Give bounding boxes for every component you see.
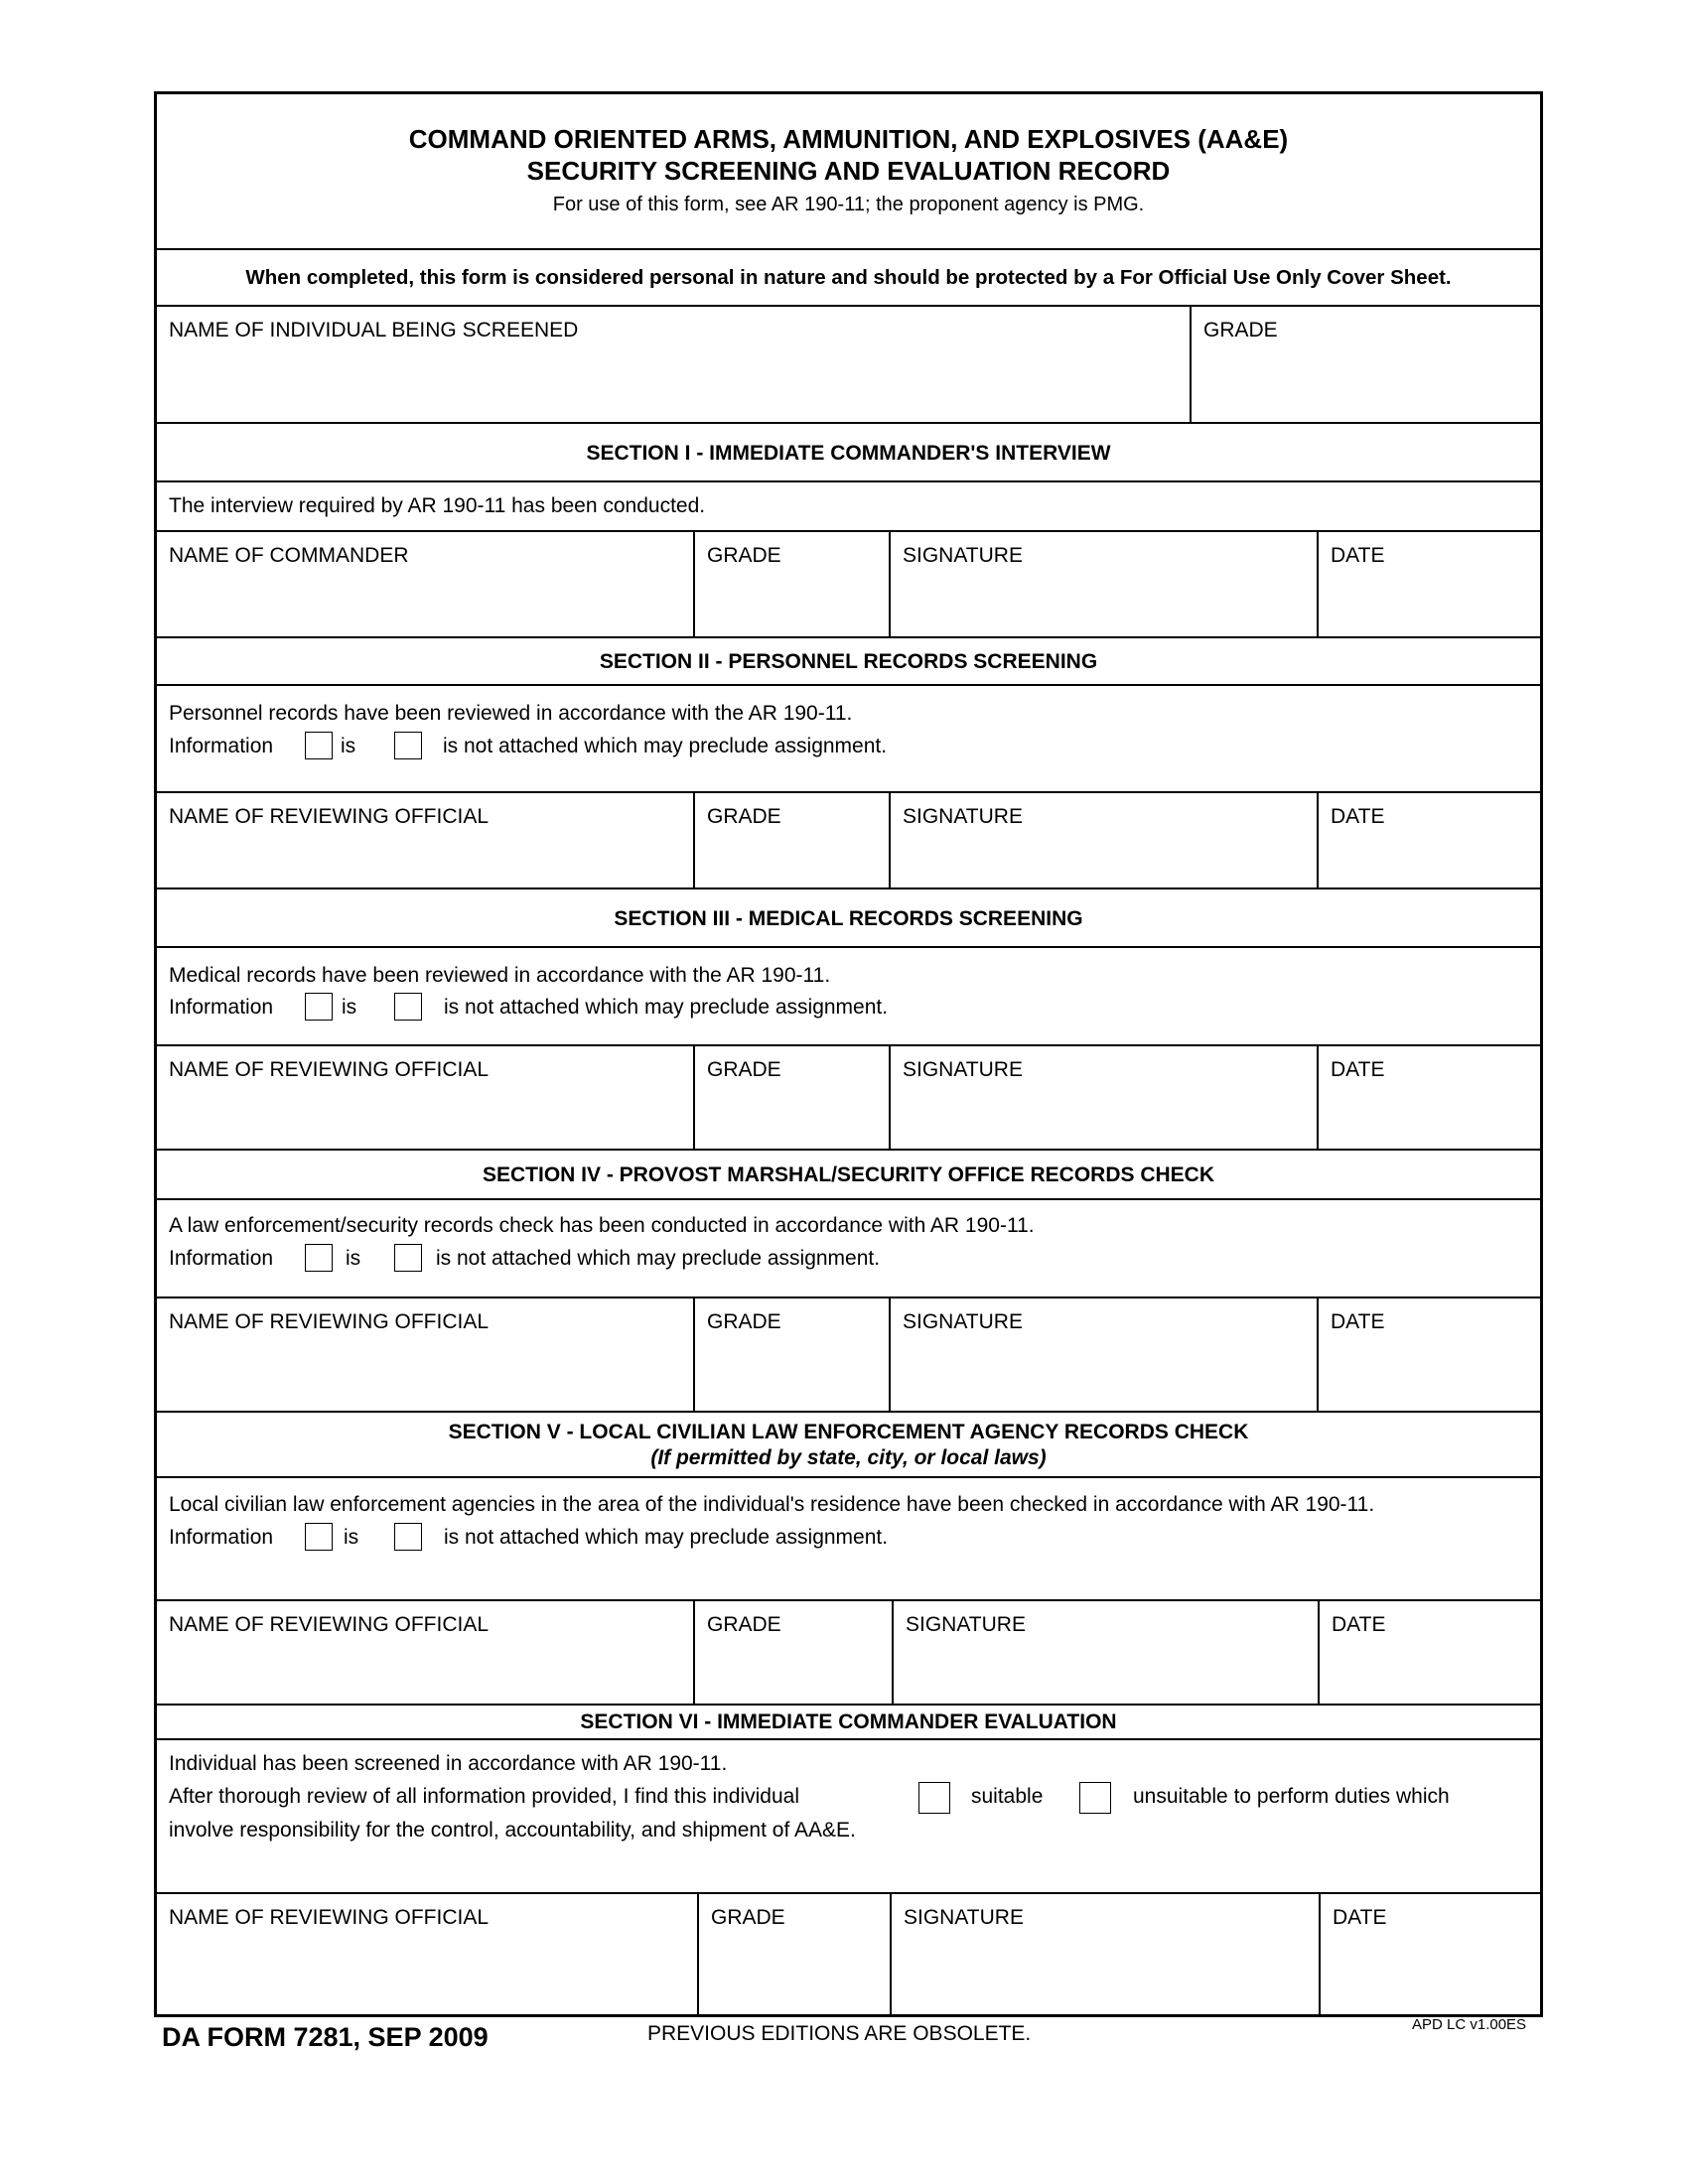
section5-official-name-field[interactable] bbox=[157, 1601, 693, 1704]
section2-is-not-checkbox[interactable] bbox=[394, 732, 422, 759]
section6-line3: involve responsibility for the control, accountability, and shipment of AA&E. bbox=[169, 1819, 856, 1842]
grade-label: GRADE bbox=[707, 544, 781, 567]
section6-line1: Individual has been screened in accordance with AR 190-11. bbox=[169, 1752, 728, 1775]
commander-grade-field[interactable] bbox=[693, 532, 891, 636]
section2-title: SECTION II - PERSONNEL RECORDS SCREENING bbox=[599, 650, 1098, 673]
section4-date-field[interactable] bbox=[1317, 1298, 1540, 1411]
section5-is-not-checkbox[interactable] bbox=[394, 1523, 422, 1551]
section2-official-name-field[interactable] bbox=[157, 793, 693, 887]
section4-is-checkbox[interactable] bbox=[305, 1244, 333, 1272]
grade-label: GRADE bbox=[711, 1906, 785, 1929]
section3-signature-field[interactable] bbox=[889, 1046, 1319, 1149]
grade-label: GRADE bbox=[707, 1058, 781, 1081]
section3-date-field[interactable] bbox=[1317, 1046, 1540, 1149]
section2-grade-field[interactable] bbox=[693, 793, 891, 887]
section2-date-field[interactable] bbox=[1317, 793, 1540, 887]
date-label: DATE bbox=[1331, 544, 1385, 567]
date-label: DATE bbox=[1332, 1613, 1386, 1636]
section2-is-checkbox[interactable] bbox=[305, 732, 333, 759]
version-note: APD LC v1.00ES bbox=[1412, 2016, 1527, 2033]
section4-is-not-checkbox[interactable] bbox=[394, 1244, 422, 1272]
section3-is-not-checkbox[interactable] bbox=[394, 993, 422, 1021]
privacy-note-row bbox=[157, 250, 1540, 307]
section5-header bbox=[157, 1413, 1540, 1478]
section6-official-name-field[interactable] bbox=[157, 1894, 697, 2014]
section1-header bbox=[157, 424, 1540, 482]
use-note: For use of this form, see AR 190-11; the proponent agency is PMG. bbox=[552, 194, 1145, 215]
unsuitable-label: unsuitable to perform duties which bbox=[1133, 1785, 1450, 1808]
information-label: Information bbox=[169, 1526, 274, 1549]
section3-statement: Medical records have been reviewed in accordance with the AR 190-11. bbox=[169, 964, 831, 987]
grade-label: GRADE bbox=[707, 1613, 781, 1636]
is-not-attached-label: is not attached which may preclude assignment. bbox=[443, 735, 888, 757]
section2-signature-row bbox=[157, 793, 1540, 889]
section3-header bbox=[157, 889, 1540, 948]
individual-grade-label: GRADE bbox=[1203, 319, 1278, 341]
signature-label: SIGNATURE bbox=[903, 805, 1023, 828]
section6-title: SECTION VI - IMMEDIATE COMMANDER EVALUATION bbox=[580, 1710, 1117, 1733]
section4-header bbox=[157, 1151, 1540, 1200]
individual-row bbox=[157, 307, 1540, 424]
section1-statement-row bbox=[157, 482, 1540, 532]
signature-label: SIGNATURE bbox=[906, 1613, 1026, 1636]
section6-signature-field[interactable] bbox=[890, 1894, 1321, 2014]
section2-statement: Personnel records have been reviewed in accordance with the AR 190-11. bbox=[169, 702, 853, 725]
section3-signature-row bbox=[157, 1046, 1540, 1151]
reviewing-official-label: NAME OF REVIEWING OFFICIAL bbox=[169, 805, 490, 828]
section4-grade-field[interactable] bbox=[693, 1298, 891, 1411]
date-label: DATE bbox=[1331, 805, 1385, 828]
commander-date-field[interactable] bbox=[1317, 532, 1540, 636]
signature-label: SIGNATURE bbox=[903, 1058, 1023, 1081]
signature-label: SIGNATURE bbox=[903, 1310, 1023, 1333]
form-id: DA FORM 7281, SEP 2009 bbox=[162, 2022, 489, 2052]
reviewing-official-label: NAME OF REVIEWING OFFICIAL bbox=[169, 1310, 490, 1333]
section1-title: SECTION I - IMMEDIATE COMMANDER'S INTERVIEW bbox=[586, 442, 1111, 465]
commander-signature-field[interactable] bbox=[889, 532, 1319, 636]
date-label: DATE bbox=[1333, 1906, 1387, 1929]
is-not-attached-label: is not attached which may preclude assignment. bbox=[436, 1247, 881, 1270]
section6-signature-row bbox=[157, 1894, 1540, 2014]
privacy-note: When completed, this form is considered personal in nature and should be protected by a For Official Use Only Cover Sheet. bbox=[245, 266, 1452, 289]
section5-is-checkbox[interactable] bbox=[305, 1523, 333, 1551]
is-not-attached-label: is not attached which may preclude assignment. bbox=[444, 996, 889, 1019]
individual-grade-field[interactable] bbox=[1190, 307, 1540, 422]
section6-date-field[interactable] bbox=[1319, 1894, 1540, 2014]
section2-signature-field[interactable] bbox=[889, 793, 1319, 887]
section4-title: SECTION IV - PROVOST MARSHAL/SECURITY OFFICE RECORDS CHECK bbox=[483, 1163, 1214, 1186]
section5-statement-row bbox=[157, 1478, 1540, 1601]
grade-label: GRADE bbox=[707, 1310, 781, 1333]
section5-subtitle: (If permitted by state, city, or local laws) bbox=[650, 1446, 1047, 1469]
section6-line2: After thorough review of all information provided, I find this individual bbox=[169, 1785, 800, 1808]
section5-signature-row bbox=[157, 1601, 1540, 1706]
form-title-line2: SECURITY SCREENING AND EVALUATION RECORD bbox=[526, 156, 1171, 186]
section5-grade-field[interactable] bbox=[693, 1601, 894, 1704]
title-block bbox=[157, 94, 1540, 250]
section3-title: SECTION III - MEDICAL RECORDS SCREENING bbox=[614, 907, 1083, 930]
reviewing-official-label: NAME OF REVIEWING OFFICIAL bbox=[169, 1613, 490, 1636]
section4-statement: A law enforcement/security records check has been conducted in accordance with AR 190-11. bbox=[169, 1214, 1035, 1237]
obsolete-note: PREVIOUS EDITIONS ARE OBSOLETE. bbox=[647, 2022, 1032, 2045]
information-label: Information bbox=[169, 735, 274, 757]
section6-header bbox=[157, 1706, 1540, 1740]
section4-statement-row bbox=[157, 1200, 1540, 1298]
is-not-attached-label: is not attached which may preclude assignment. bbox=[444, 1526, 889, 1549]
section4-signature-row bbox=[157, 1298, 1540, 1413]
reviewing-official-label: NAME OF REVIEWING OFFICIAL bbox=[169, 1058, 490, 1081]
commander-name-field[interactable] bbox=[157, 532, 693, 636]
form-title-line1: COMMAND ORIENTED ARMS, AMMUNITION, AND EXPLOSIVES (AA&E) bbox=[408, 124, 1289, 154]
section5-title: SECTION V - LOCAL CIVILIAN LAW ENFORCEMENT AGENCY RECORDS CHECK bbox=[448, 1421, 1249, 1443]
unsuitable-checkbox[interactable] bbox=[1079, 1782, 1111, 1814]
individual-name-field[interactable] bbox=[157, 307, 1190, 422]
individual-name-label: NAME OF INDIVIDUAL BEING SCREENED bbox=[169, 319, 579, 341]
is-label: is bbox=[346, 1247, 361, 1270]
section2-header bbox=[157, 638, 1540, 686]
is-label: is bbox=[344, 1526, 359, 1549]
grade-label: GRADE bbox=[707, 805, 781, 828]
section5-signature-field[interactable] bbox=[892, 1601, 1320, 1704]
is-label: is bbox=[342, 996, 357, 1019]
section4-official-name-field[interactable] bbox=[157, 1298, 693, 1411]
date-label: DATE bbox=[1331, 1310, 1385, 1333]
suitable-checkbox[interactable] bbox=[918, 1782, 950, 1814]
section1-signature-row bbox=[157, 532, 1540, 638]
section4-signature-field[interactable] bbox=[889, 1298, 1319, 1411]
signature-label: SIGNATURE bbox=[904, 1906, 1024, 1929]
section2-statement-row bbox=[157, 686, 1540, 793]
section3-is-checkbox[interactable] bbox=[305, 993, 333, 1021]
section3-official-name-field[interactable] bbox=[157, 1046, 693, 1149]
reviewing-official-label: NAME OF REVIEWING OFFICIAL bbox=[169, 1906, 490, 1929]
information-label: Information bbox=[169, 996, 274, 1019]
is-label: is bbox=[341, 735, 356, 757]
section6-grade-field[interactable] bbox=[697, 1894, 892, 2014]
information-label: Information bbox=[169, 1247, 274, 1270]
date-label: DATE bbox=[1331, 1058, 1385, 1081]
suitable-label: suitable bbox=[971, 1785, 1044, 1808]
section1-statement: The interview required by AR 190-11 has been conducted. bbox=[169, 494, 706, 517]
section3-grade-field[interactable] bbox=[693, 1046, 891, 1149]
section3-statement-row bbox=[157, 948, 1540, 1046]
section5-date-field[interactable] bbox=[1318, 1601, 1540, 1704]
section5-statement: Local civilian law enforcement agencies in the area of the individual's residence have been checked in accordance with AR 190-11. bbox=[169, 1493, 1375, 1516]
form-frame bbox=[154, 91, 1543, 2017]
commander-name-label: NAME OF COMMANDER bbox=[169, 544, 409, 567]
section6-statement-row bbox=[157, 1740, 1540, 1894]
signature-label: SIGNATURE bbox=[903, 544, 1023, 567]
